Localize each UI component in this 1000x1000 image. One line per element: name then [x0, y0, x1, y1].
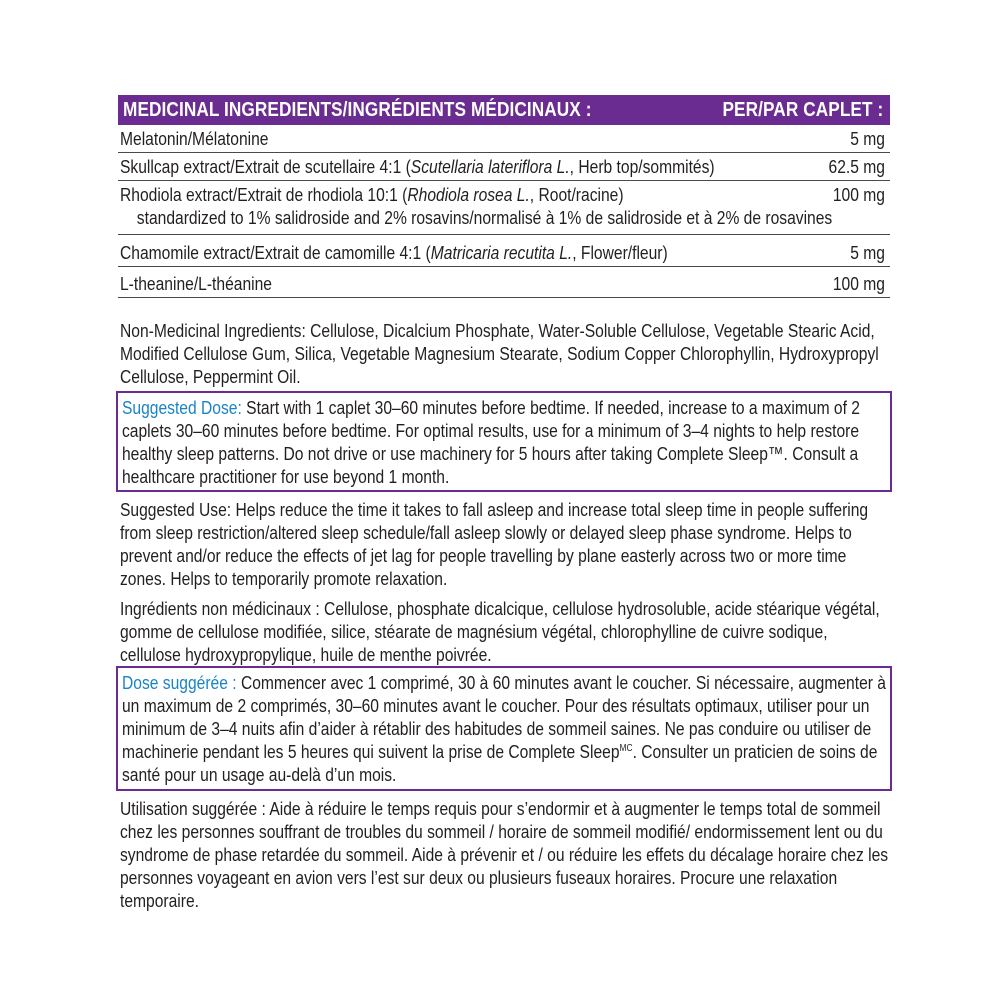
section-label: Non-Medicinal Ingredients: — [120, 320, 306, 341]
dose-label: Suggested Dose: — [122, 397, 242, 418]
section-text: Helps reduce the time it takes to fall asleep and increase total sleep time in people suffering from sleep restriction/altered sleep schedule/fall asleep slowly or delayed sleep phase syndrome. Helps to prevent and/or reduce the effects of jet lag for people travelling by plane easterly across two or more time zones. Helps to temporarily promote relaxation. — [120, 499, 869, 589]
section-text: Cellulose, phosphate dicalcique, cellulose hydrosoluble, acide stéarique végétal, gomme de cellulose modifiée, silice, stéarate de magnésium végétal, chlorophylline de cuivre sodique, cellulose hydroxypropylique, huile de menthe poivrée. — [120, 598, 880, 665]
ingredient-name: Melatonin/Mélatonine — [120, 128, 269, 149]
dose-label: Dose suggérée : — [122, 672, 237, 693]
brand-name: Complete Sleep™ — [656, 443, 784, 464]
ingredient-name: L-theanine/L-théanine — [120, 273, 272, 294]
section-label: Suggested Use: — [120, 499, 232, 520]
ingredient-row — [118, 235, 890, 267]
dose-text: Commencer avec 1 comprimé, 30 à 60 minutes avant le coucher. Si nécessaire, augmenter à un maximum de 2 comprimés, 30–60 minutes avant le coucher. Pour des résultats optimaux, utiliser pour un minimum de 3–4 nuits afin d’aider à rétablir des habitudes de sommeil saines. Ne pas conduire ou utiliser de machinerie pendant les 5 heures qui suivent la prise de — [122, 672, 886, 762]
dose-text: Start with 1 caplet 30–60 minutes before bedtime. If needed, increase to a maximum of 2 caplets 30–60 minutes before bedtime. For optimal results, use for a minimum of 3–4 nights to help restore healthy sleep patterns. Do not drive or use machinery for 5 hours after taking — [122, 397, 860, 464]
section-text: Cellulose, Dicalcium Phosphate, Water-Soluble Cellulose, Vegetable Stearic Acid, Modified Cellulose Gum, Silica, Vegetable Magnesium Stearate, Sodium Copper Chlorophyllin, Hydroxypropyl Cellulose, Peppermint Oil. — [120, 320, 879, 387]
ingredient-row — [118, 181, 890, 235]
dose-text-end: . Consulter un praticien de soins de santé pour un usage au-delà d’un mois. — [122, 741, 878, 785]
suggested-use-en — [120, 498, 892, 590]
suggested-use-fr — [120, 797, 892, 912]
ingredient-name: Chamomile extract/Extrait de camomille 4:1 (Matricaria recutita L., Flower/fleur) — [120, 242, 668, 263]
dose-text-end: . Consult a healthcare practitioner for use beyond 1 month. — [122, 443, 859, 487]
ingredient-amount: 100 mg — [832, 273, 885, 294]
ingredient-row — [118, 153, 890, 181]
ingredient-name: Skullcap extract/Extrait de scutellaire 4:1 (Scutellaria lateriflora L., Herb top/sommités) — [120, 156, 715, 177]
non-medicinal-ingredients-en — [120, 319, 892, 388]
ingredient-amount: 5 mg — [850, 128, 885, 149]
section-label: Utilisation suggérée : — [120, 798, 266, 819]
brand-name: Complete Sleep — [508, 741, 620, 762]
ingredient-name: Rhodiola extract/Extrait de rhodiola 10:1 (Rhodiola rosea L., Root/racine) — [120, 184, 624, 205]
non-medicinal-ingredients-fr — [120, 597, 892, 666]
header-per-caplet: PER/PAR CAPLET : — [722, 98, 884, 121]
suggested-dose-fr — [122, 671, 890, 786]
ingredient-standardization: standardized to 1% salidroside and 2% rosavins/normalisé à 1% de salidroside et à 2% de rosavines — [136, 207, 833, 228]
ingredient-row — [118, 125, 890, 153]
section-text: Aide à réduire le temps requis pour s’endormir et à augmenter le temps total de sommeil chez les personnes souffrant de troubles du sommeil / horaire de sommeil modifié/ endormissement lent ou du syndrome de phase retardée du sommeil. Aide à prévenir et / ou réduire les effets du décalage horaire chez les personnes voyageant en avion vers l’est sur deux ou plusieurs fuseaux horaires. Procure une relaxation temporaire. — [120, 798, 889, 911]
ingredient-row — [118, 267, 890, 298]
suggested-dose-en — [122, 396, 890, 488]
ingredient-amount: 5 mg — [850, 242, 885, 263]
ingredient-amount: 100 mg — [832, 184, 885, 205]
header-medicinal-ingredients: MEDICINAL INGREDIENTS/INGRÉDIENTS MÉDICINAUX : — [123, 98, 592, 121]
brand-superscript: MC — [619, 743, 633, 754]
section-label: Ingrédients non médicinaux : — [120, 598, 320, 619]
ingredients-table — [118, 125, 890, 298]
supplement-facts-panel — [118, 95, 890, 298]
ingredients-header — [118, 95, 890, 125]
ingredient-amount: 62.5 mg — [828, 156, 885, 177]
